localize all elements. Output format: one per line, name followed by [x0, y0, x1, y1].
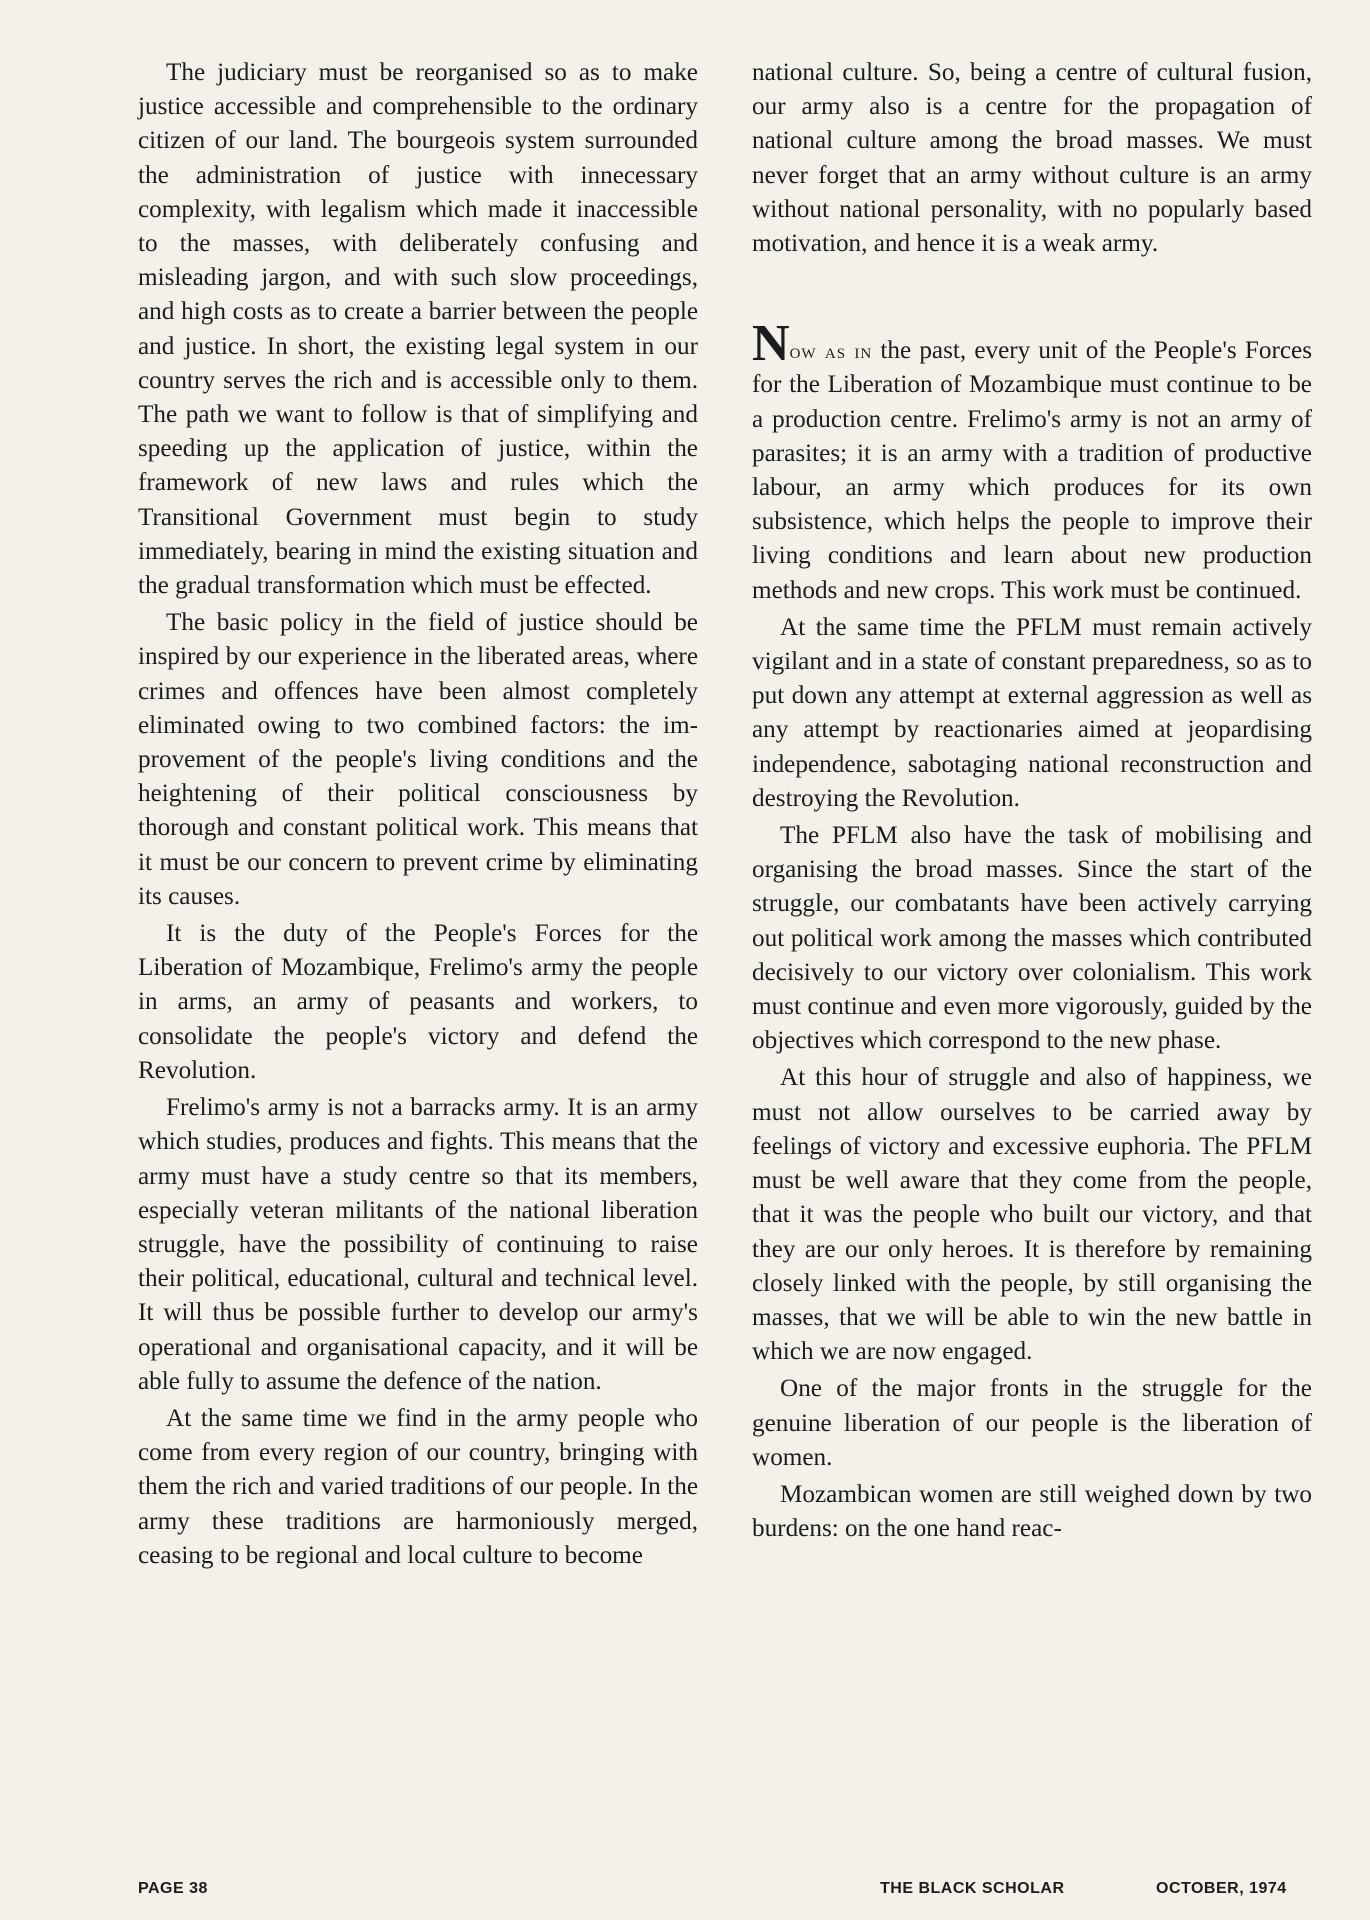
paragraph-vigilance: At the same time the PFLM must remain actively vigilant and in a state of constant preparedness, so as to put down any attempt at external aggression as well as any attempt by reactionaries aimed at jeopardising independence, sabotaging national reconstruction and destroying the Revolution.	[752, 613, 1312, 812]
paragraph-happiness: At this hour of struggle and also of happiness, we must not allow ourselves to be carried away by feelings of victory and excessive euphoria. The PFLM must be well aware that they come from the people, that it was the people who built our victory, and that they are our only heroes. It is therefore by remaining closely linked with the people, by still organising the masses, that we will be able to win the new battle in which we are now engaged.	[752, 1064, 1312, 1366]
paragraph-mozambican-women: Mozambican women are still weighed down by two burdens: on the one hand reac-	[752, 1480, 1312, 1543]
paragraph-justice-policy: The basic policy in the field of justice should be inspired by our experience in the liberated areas, where crimes and offences have been almost completely eliminated owing to two combined factors: the improvement of the people's living conditions and the heightening of their political consciousness by thorough and constant political work. This means that it must be our concern to prevent crime by eliminating its causes.	[138, 609, 698, 910]
small-caps-lead: ow as in	[789, 338, 873, 364]
drop-cap: N	[752, 315, 790, 373]
page-number: PAGE 38	[138, 1880, 208, 1897]
paragraph-judiciary: The judiciary must be reorganised so as to make justice accessible and comprehensible to the ordinary citizen of our land. The bourgeois system surrounded the administration of justice with innecessary complexity, with legalism which made it inaccessible to the masses, with deliberately confusing and misleading jargon, and with such slow proceedings, and high costs as to create a barrier between the people and justice. In short, the existing legal system in our country serves the rich and is accessible only to them. The path we want to follow is that of simplifying and speeding up the application of justice, within the framework of new laws and rules which the Transitional Government must begin to study immediately, bearing in mind the existing situation and the gradual transformation which must be effected.	[138, 59, 698, 600]
publication-name: THE BLACK SCHOLAR	[880, 1880, 1065, 1897]
section-break	[752, 261, 1312, 329]
left-column	[138, 56, 698, 1573]
paragraph-liberation-of-women: One of the major fronts in the struggle for the genuine liberation of our people is the liberation of women.	[752, 1375, 1312, 1471]
paragraph-mobilising: The PFLM also have the task of mobilising and organising the broad masses. Since the start of the struggle, our combatants have been actively carrying out political work among the masses which contributed decisively to our victory over colonialism. This work must continue and even more vigorously, guided by the objectives which correspond to the new phase.	[752, 822, 1312, 1055]
paragraph-peoples-forces: It is the duty of the People's Forces for the Liberation of Mozambique, Frelimo's army the people in arms, an army of peasants and workers, to consolidate the people's victory and defend the Revolution.	[138, 920, 698, 1084]
paragraph-national-culture: national culture. So, being a centre of cultural fusion, our army also is a centre for the propagation of national culture among the broad masses. We must never forget that an army without culture is an army without national personality, with no popularly based motivation, and hence it is a weak army.	[752, 59, 1312, 258]
paragraph-production-text: the past, every unit of the People's Forces for the Liberation of Mozambique must continue to be a production centre. Frelimo's army is not an army of parasites; it is an army with a tradition of productive labour, an army which produces for its own subsistence, which helps the people to improve their living conditions and learn about new production methods and new crops. This work must be continued.	[752, 337, 1312, 604]
issue-date: OCTOBER, 1974	[1156, 1880, 1287, 1897]
paragraph-production-centre	[752, 315, 1312, 608]
paragraph-army-studies: Frelimo's army is not a barracks army. It is an army which studies, produces and fights. This means that the army must have a study centre so that its members, especially veteran militants of the national liberation struggle, have the possibility of continuing to raise their political, educational, cultural and technical level. It will thus be possible further to develop our army's operational and organisational capacity, and it will be able fully to assume the defence of the nation.	[138, 1094, 698, 1395]
right-column	[752, 56, 1312, 1546]
paragraph-army-traditions: At the same time we find in the army people who come from every region of our country, bringing with them the rich and varied traditions of our people. In the army these traditions are harmoniously merged, ceasing to be regional and local culture to become	[138, 1404, 698, 1569]
